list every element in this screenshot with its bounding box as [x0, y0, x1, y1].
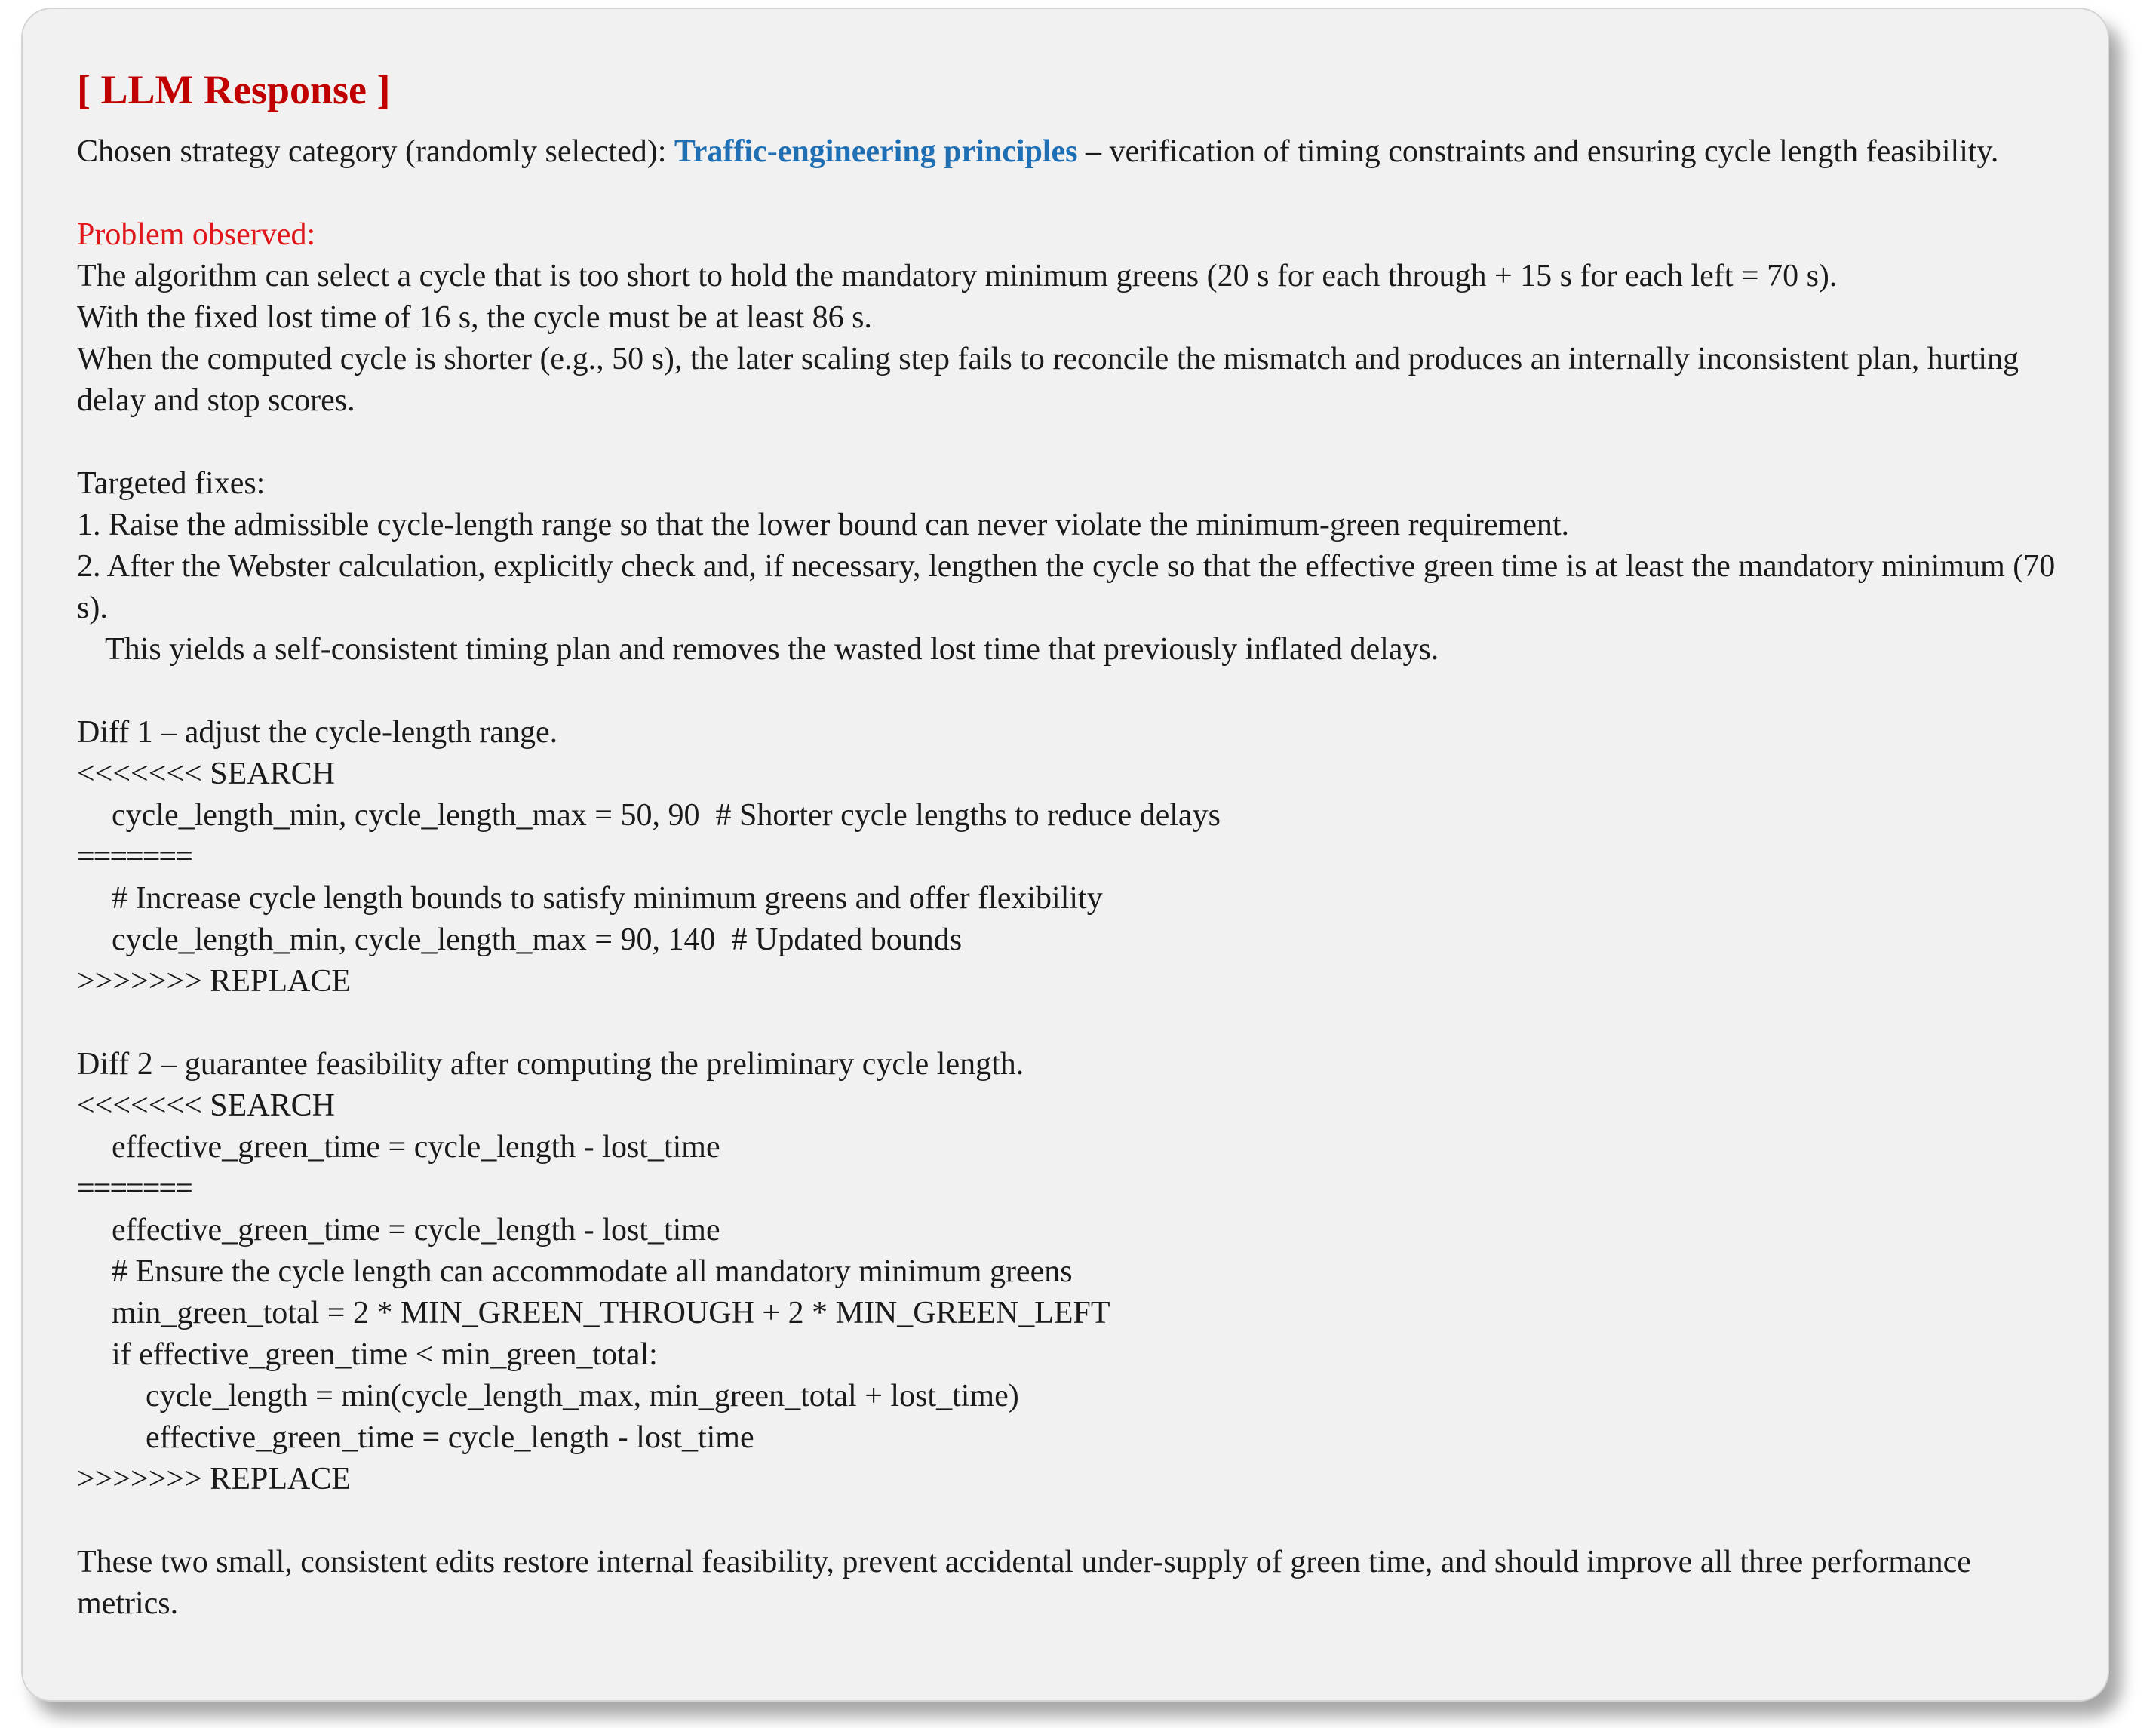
diff1-replace-marker: >>>>>>> REPLACE — [77, 964, 351, 999]
diff1-heading: Diff 1 – adjust the cycle-length range. — [77, 715, 558, 750]
spacer — [77, 422, 2062, 463]
diff1-replace-line: # Increase cycle length bounds to satisfy minimum greens and offer flexibility — [112, 881, 1103, 916]
spacer — [77, 1500, 2062, 1542]
problem-line: With the fixed lost time of 16 s, the cycle must be at least 86 s. — [77, 300, 872, 335]
diff2-replace-nested-line: cycle_length = min(cycle_length_max, min_green_total + lost_time) — [146, 1379, 1019, 1413]
diff2-replace-marker: >>>>>>> REPLACE — [77, 1462, 351, 1496]
diff2-heading: Diff 2 – guarantee feasibility after computing the preliminary cycle length. — [77, 1047, 1024, 1082]
fix-item: 2. After the Webster calculation, explicitly check and, if necessary, lengthen the cycle so that the effective green time is at least the mandatory minimum (70 s). — [77, 549, 2063, 625]
spacer — [77, 1002, 2062, 1044]
response-content — [77, 63, 2062, 1625]
response-card — [21, 8, 2109, 1702]
diff1-search-line: cycle_length_min, cycle_length_max = 50, 90 # Shorter cycle lengths to reduce delays — [112, 798, 1221, 833]
strategy-line — [77, 131, 2062, 173]
conclusion: These two small, consistent edits restore internal feasibility, prevent accidental under-supply of green time, and should improve all three performance metrics. — [77, 1545, 1979, 1621]
strategy-suffix: – verification of timing constraints and ensuring cycle length feasibility. — [1077, 134, 1999, 169]
diff2-replace-nested-line: effective_green_time = cycle_length - lost_time — [146, 1420, 754, 1455]
fix-item: 1. Raise the admissible cycle-length range so that the lower bound can never violate the minimum-green requirement. — [77, 508, 1570, 542]
response-title: [ LLM Response ] — [77, 67, 391, 112]
diff2-search-marker: <<<<<<< SEARCH — [77, 1088, 336, 1123]
diff1-replace-line: cycle_length_min, cycle_length_max = 90, 140 # Updated bounds — [112, 922, 963, 957]
diff2-search-line: effective_green_time = cycle_length - lost_time — [112, 1130, 720, 1165]
diff2-replace-line: if effective_green_time < min_green_total: — [112, 1337, 658, 1372]
spacer — [77, 671, 2062, 712]
problem-heading: Problem observed: — [77, 217, 316, 252]
strategy-prefix: Chosen strategy category (randomly selected): — [77, 134, 674, 169]
strategy-category: Traffic-engineering principles — [674, 134, 1078, 169]
diff1-search-marker: <<<<<<< SEARCH — [77, 757, 336, 791]
fixes-heading: Targeted fixes: — [77, 466, 266, 501]
problem-line: The algorithm can select a cycle that is too short to hold the mandatory minimum greens (20 s for each through + 15 s for each left = 70 s). — [77, 259, 1838, 293]
diff1-separator: ======= — [77, 839, 192, 874]
diff2-replace-line: min_green_total = 2 * MIN_GREEN_THROUGH + 2 * MIN_GREEN_LEFT — [112, 1296, 1110, 1331]
diff2-replace-line: effective_green_time = cycle_length - lost_time — [112, 1213, 720, 1248]
spacer — [77, 173, 2062, 214]
problem-line: When the computed cycle is shorter (e.g., 50 s), the later scaling step fails to reconcile the mismatch and produces an internally inconsistent plan, hurting delay and stop scores. — [77, 342, 2027, 418]
diff2-replace-line: # Ensure the cycle length can accommodate all mandatory minimum greens — [112, 1254, 1073, 1289]
diff2-separator: ======= — [77, 1171, 192, 1206]
fixes-note: This yields a self-consistent timing plan and removes the wasted lost time that previously inflated delays. — [105, 632, 1439, 667]
